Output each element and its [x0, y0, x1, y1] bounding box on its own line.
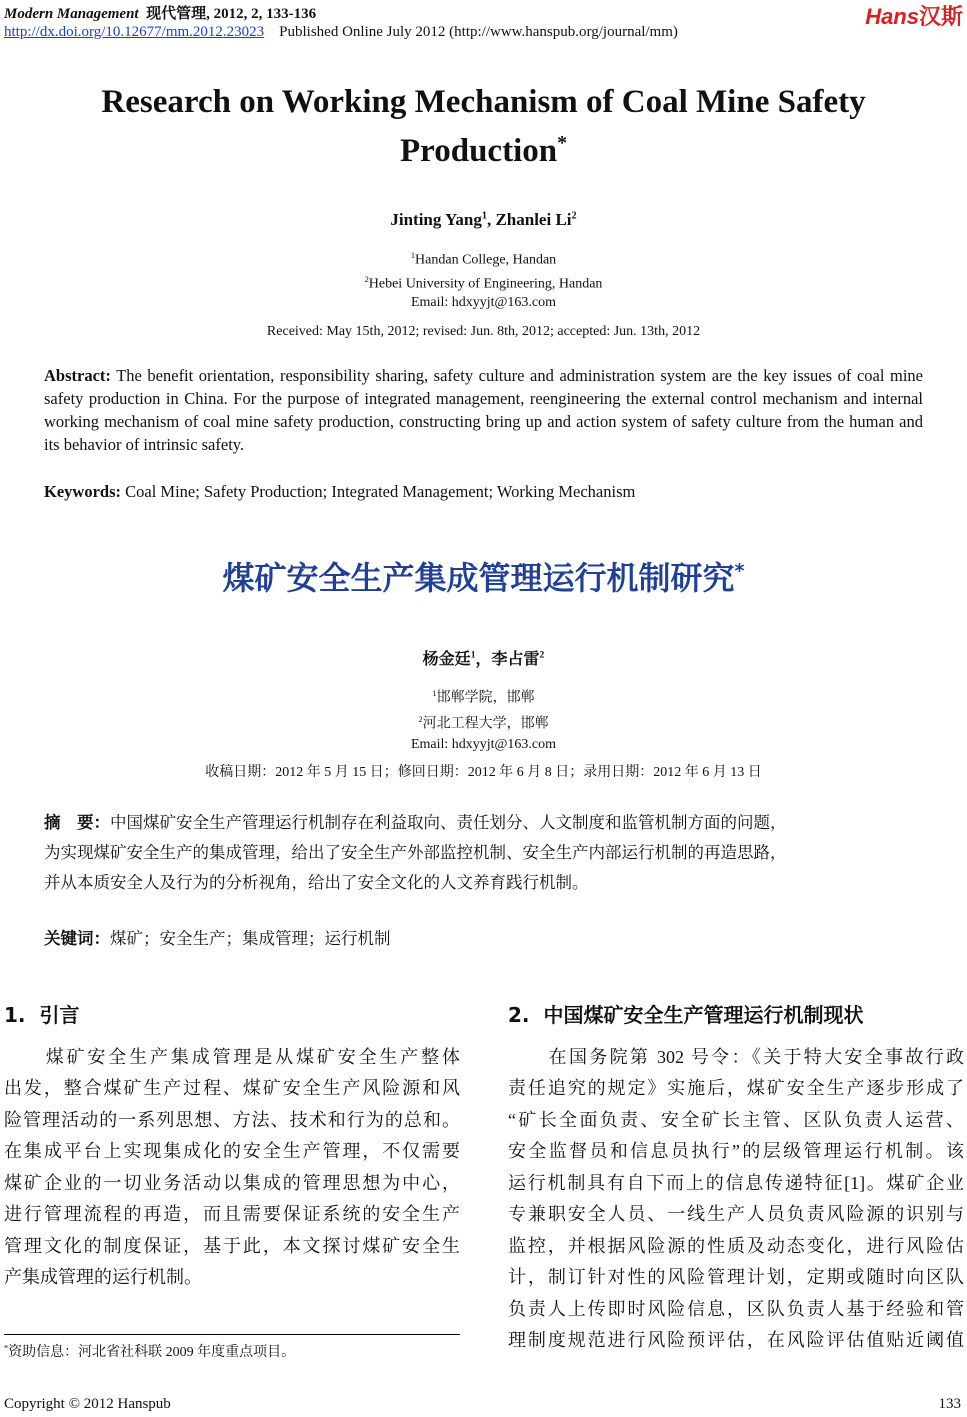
- body-line: 出发，整合煤矿生产过程、煤矿安全生产风险源和风: [4, 1078, 460, 1098]
- cn-aff-1: 邯郸学院，邯郸: [436, 690, 535, 706]
- body-line: 在国务院第 302 号令：《关于特大安全事故行政: [508, 1046, 964, 1067]
- cn-title: [0, 553, 967, 599]
- affiliations: [0, 246, 967, 312]
- section-1: [4, 1000, 460, 1294]
- cn-author-1-sup: 1: [470, 649, 476, 661]
- page-number: 133: [938, 1396, 961, 1412]
- cn-keywords: [44, 924, 924, 954]
- body-line: 责任追究的规定》实施后，煤矿安全生产逐步形成了: [508, 1078, 964, 1098]
- cn-authors: [0, 646, 967, 669]
- section-1-num: 1.: [4, 1003, 26, 1027]
- cn-abstract-line: 中国煤矿安全生产管理运行机制存在利益取向、责任划分、人文制度和监管机制方面的问题，: [110, 813, 787, 832]
- title-line1: Research on Working Mechanism of Coal Mine Safety: [101, 84, 866, 120]
- footnote-rule: [4, 1334, 460, 1335]
- cn-affiliations: [0, 683, 967, 755]
- cn-abstract-line: 并从本质安全人及行为的分析视角，给出了安全文化的人文养育践行机制。: [44, 873, 589, 892]
- title-mark: *: [557, 132, 567, 154]
- body-line: 产集成管理的运行机制。: [4, 1267, 202, 1287]
- logo-cn: 汉斯: [918, 4, 963, 29]
- abstract: [44, 364, 923, 456]
- cn-author-2-sup: 2: [539, 649, 545, 661]
- journal-name: Modern Management: [4, 6, 139, 22]
- title-line2: Production: [400, 133, 558, 169]
- section-2-title: 中国煤矿安全生产管理运行机制现状: [543, 1003, 864, 1027]
- paper-title: [0, 82, 967, 172]
- hans-logo: [865, 0, 963, 31]
- body-line: 险管理活动的一系列思想、方法、技术和行为的总和。: [4, 1109, 460, 1130]
- cn-abstract-line: 为实现煤矿安全生产的集成管理，给出了安全生产外部监控机制、安全生产内部运行机制的再造思路，: [44, 843, 787, 862]
- body-line: 监控，并根据风险源的性质及动态变化，进行风险估: [508, 1235, 964, 1256]
- doi-line: [4, 24, 678, 41]
- doi-link[interactable]: http://dx.doi.org/10.12677/mm.2012.23023: [4, 24, 265, 40]
- cn-author-1: 杨金廷: [422, 651, 471, 668]
- body-line: 煤矿企业的一切业务活动以集成的管理思想为中心，: [4, 1172, 460, 1193]
- section-1-title: 引言: [39, 1003, 80, 1027]
- body-line: 在集成平台上实现集成化的安全生产管理，不仅需要: [4, 1141, 460, 1161]
- keywords: [44, 480, 923, 503]
- keywords-label: Keywords:: [44, 482, 121, 501]
- cn-email: Email: hdxyyjt@163.com: [410, 737, 557, 753]
- journal-issue: 现代管理, 2012, 2, 133-136: [146, 6, 317, 22]
- published-info: Published Online July 2012 (http://www.hanspub.org/journal/mm): [279, 24, 678, 40]
- footnote-mark: *: [4, 1343, 9, 1353]
- section-2: [508, 1000, 964, 1357]
- body-line: 负责人上传即时风险信息，区队负责人基于经验和管: [508, 1298, 964, 1319]
- cn-aff-2: 河北工程大学，邯郸: [422, 716, 549, 732]
- body-line: 理制度规范进行风险预评估，在风险评估值贴近阈值: [508, 1330, 964, 1350]
- aff-2-num: 2: [364, 274, 369, 284]
- body-line: 煤矿安全生产集成管理是从煤矿安全生产整体: [4, 1046, 460, 1067]
- aff-1: Handan College, Handan: [415, 252, 557, 268]
- body-line: “矿长全面负责、安全矿长主管、区队负责人运营、: [508, 1109, 964, 1130]
- copyright: Copyright © 2012 Hanspub: [4, 1396, 171, 1412]
- cn-keywords-label: 关键词：: [44, 929, 110, 948]
- body-line: 运行机制具有自下而上的信息传递特征[1]。煤矿企业: [508, 1172, 964, 1193]
- author-1: Jinting Yang: [390, 210, 482, 229]
- body-line: 进行管理流程的再造，而且需要保证系统的安全生产: [4, 1204, 460, 1224]
- aff-1-num: 1: [410, 251, 416, 260]
- cn-abstract-label: 摘 要：: [44, 813, 110, 832]
- abstract-text: The benefit orientation, responsibility sharing, safety culture and administration system are the key issues of coal mine safety production in China. For the purpose of integrated management, reengineering the external control mechanism and internal working mechanism of coal mine safety production, constructing bring up and action system of safety culture from the human and its behavior of intrinsic safety.: [44, 366, 923, 454]
- footnote: [4, 1341, 295, 1361]
- cn-dates: 收稿日期：2012 年 5 月 15 日；修回日期：2012 年 6 月 8 日；录用日期：2012 年 6 月 13 日: [205, 765, 762, 780]
- cn-author-sep: ，: [475, 651, 492, 668]
- footnote-text: 资助信息：河北省社科联 2009 年度重点项目。: [8, 1345, 296, 1360]
- body-line: 管理文化的制度保证，基于此，本文探讨煤矿安全生: [4, 1235, 460, 1256]
- body-line: 计，制订针对性的风险管理计划，定期或随时向区队: [508, 1267, 964, 1287]
- cn-title-text: 煤矿安全生产集成管理运行机制研究: [222, 559, 735, 597]
- cn-title-mark: *: [734, 559, 745, 583]
- cn-aff-1-num: 1: [432, 689, 437, 698]
- authors: [0, 210, 967, 230]
- cn-aff-2-num: 2: [418, 714, 423, 724]
- keywords-text: Coal Mine; Safety Production; Integrated Management; Working Mechanism: [125, 482, 636, 501]
- cn-abstract: [44, 808, 924, 898]
- author-1-sup: 1: [481, 210, 487, 222]
- cn-keywords-text: 煤矿；安全生产；集成管理；运行机制: [110, 929, 391, 948]
- aff-2: Hebei University of Engineering, Handan: [368, 276, 603, 292]
- author-2-sup: 2: [571, 210, 577, 222]
- journal-header: [4, 2, 316, 23]
- email: Email: hdxyyjt@163.com: [410, 295, 557, 311]
- received-dates: Received: May 15th, 2012; revised: Jun. 8th, 2012; accepted: Jun. 13th, 2012: [266, 324, 701, 339]
- logo-en: Hans: [865, 4, 919, 29]
- section-2-num: 2.: [508, 1003, 530, 1027]
- cn-author-2: 李占雷: [491, 651, 540, 668]
- abstract-label: Abstract:: [44, 366, 111, 385]
- author-2: Zhanlei Li: [495, 210, 572, 229]
- author-sep: ,: [486, 210, 496, 229]
- body-line: 专兼职安全人员、一线生产人员负责风险源的识别与: [508, 1204, 964, 1224]
- body-line: 安全监督员和信息员执行”的层级管理运行机制。该: [508, 1141, 964, 1161]
